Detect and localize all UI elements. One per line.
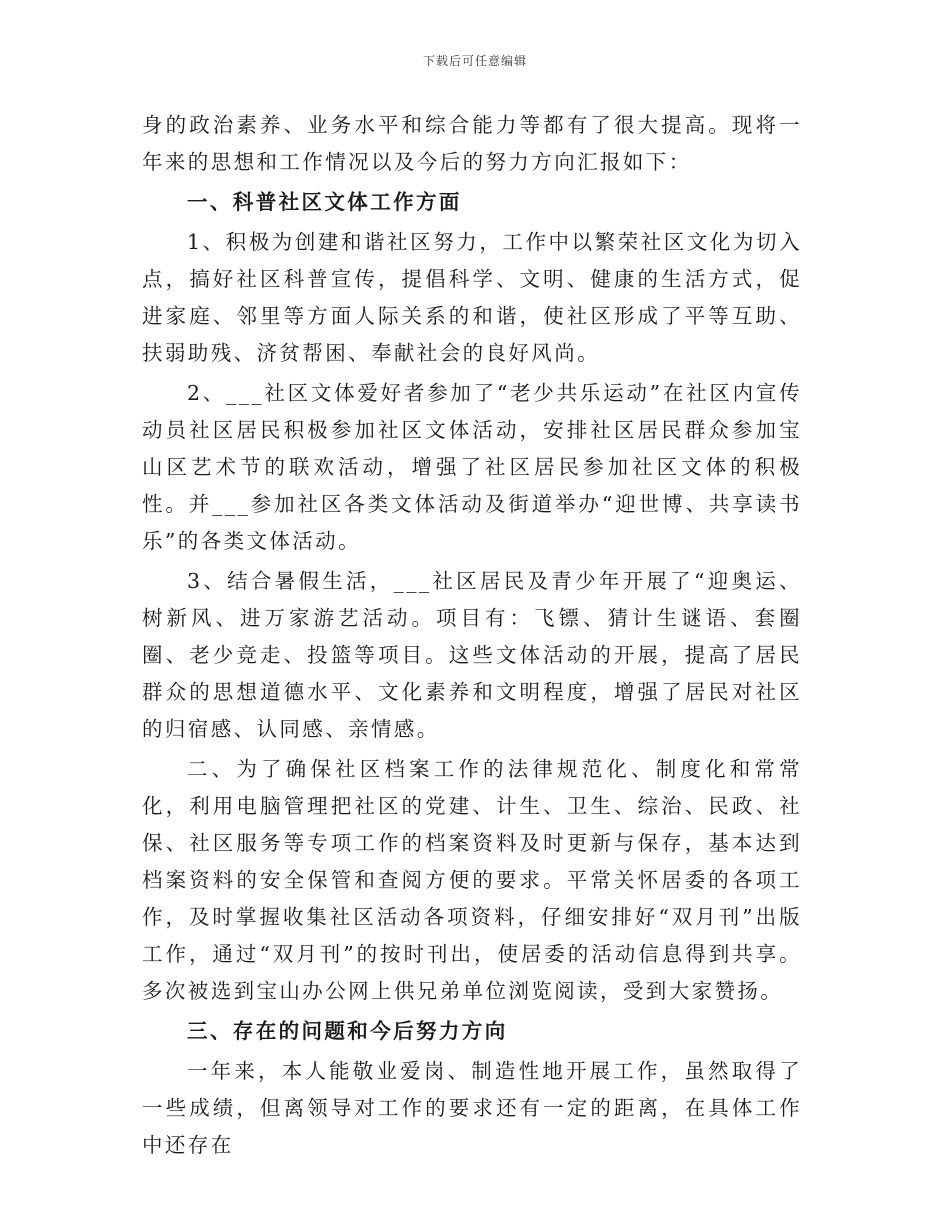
paragraph-5: 一年来，本人能敬业爱岗、制造性地开展工作，虽然取得了一些成绩，但离领导对工作的要求还有一定的距离，在具体工作中还存在	[142, 1059, 802, 1157]
paragraph-1: 1、积极为创建和谐社区努力，工作中以繁荣社区文化为切入点，搞好社区科普宣传，提倡科学、文明、健康的生活方式，促进家庭、邻里等方面人际关系的和谐，使社区形成了平等互助、扶弱助残、济贫帮困、奉献社会的良好风尚。	[142, 230, 802, 365]
section-heading-3: 三、存在的问题和今后努力方向	[187, 1019, 508, 1043]
paragraph-3: 3、结合暑假生活，___社区居民及青少年开展了“迎奥运、树新风、进万家游艺活动。项目有：飞镖、猜计生谜语、套圈圈、老少竞走、投篮等项目。这些文体活动的开展，提高了居民群众的思想道德水平、文化素养和文明程度，增强了居民对社区的归宿感、认同感、亲情感。	[142, 569, 802, 741]
section-heading-1: 一、科普社区文体工作方面	[187, 190, 462, 214]
paragraph-intro: 身的政治素养、业务水平和综合能力等都有了很大提高。现将一年来的思想和工作情况以及今后的努力方向汇报如下：	[142, 113, 802, 174]
document-body	[142, 107, 802, 1164]
paragraph-4: 二、为了确保社区档案工作的法律规范化、制度化和常常化，利用电脑管理把社区的党建、计生、卫生、综治、民政、社保、社区服务等专项工作的档案资料及时更新与保存，基本达到档案资料的安全保管和查阅方便的要求。平常关怀居委的各项工作，及时掌握收集社区活动各项资料，仔细安排好“双月刊”出版工作，通过“双月刊”的按时刊出，使居委的活动信息得到共享。多次被选到宝山办公网上供兄弟单位浏览阅读，受到大家赞扬。	[142, 757, 802, 1003]
paragraph-2: 2、___社区文体爱好者参加了“老少共乐运动”在社区内宣传动员社区居民积极参加社区文体活动，安排社区居民群众参加宝山区艺术节的联欢活动，增强了社区居民参加社区文体的积极性。并___参加社区各类文体活动及街道举办“迎世博、共享读书乐”的各类文体活动。	[142, 381, 802, 553]
header-note: 下载后可任意编辑	[422, 54, 527, 68]
